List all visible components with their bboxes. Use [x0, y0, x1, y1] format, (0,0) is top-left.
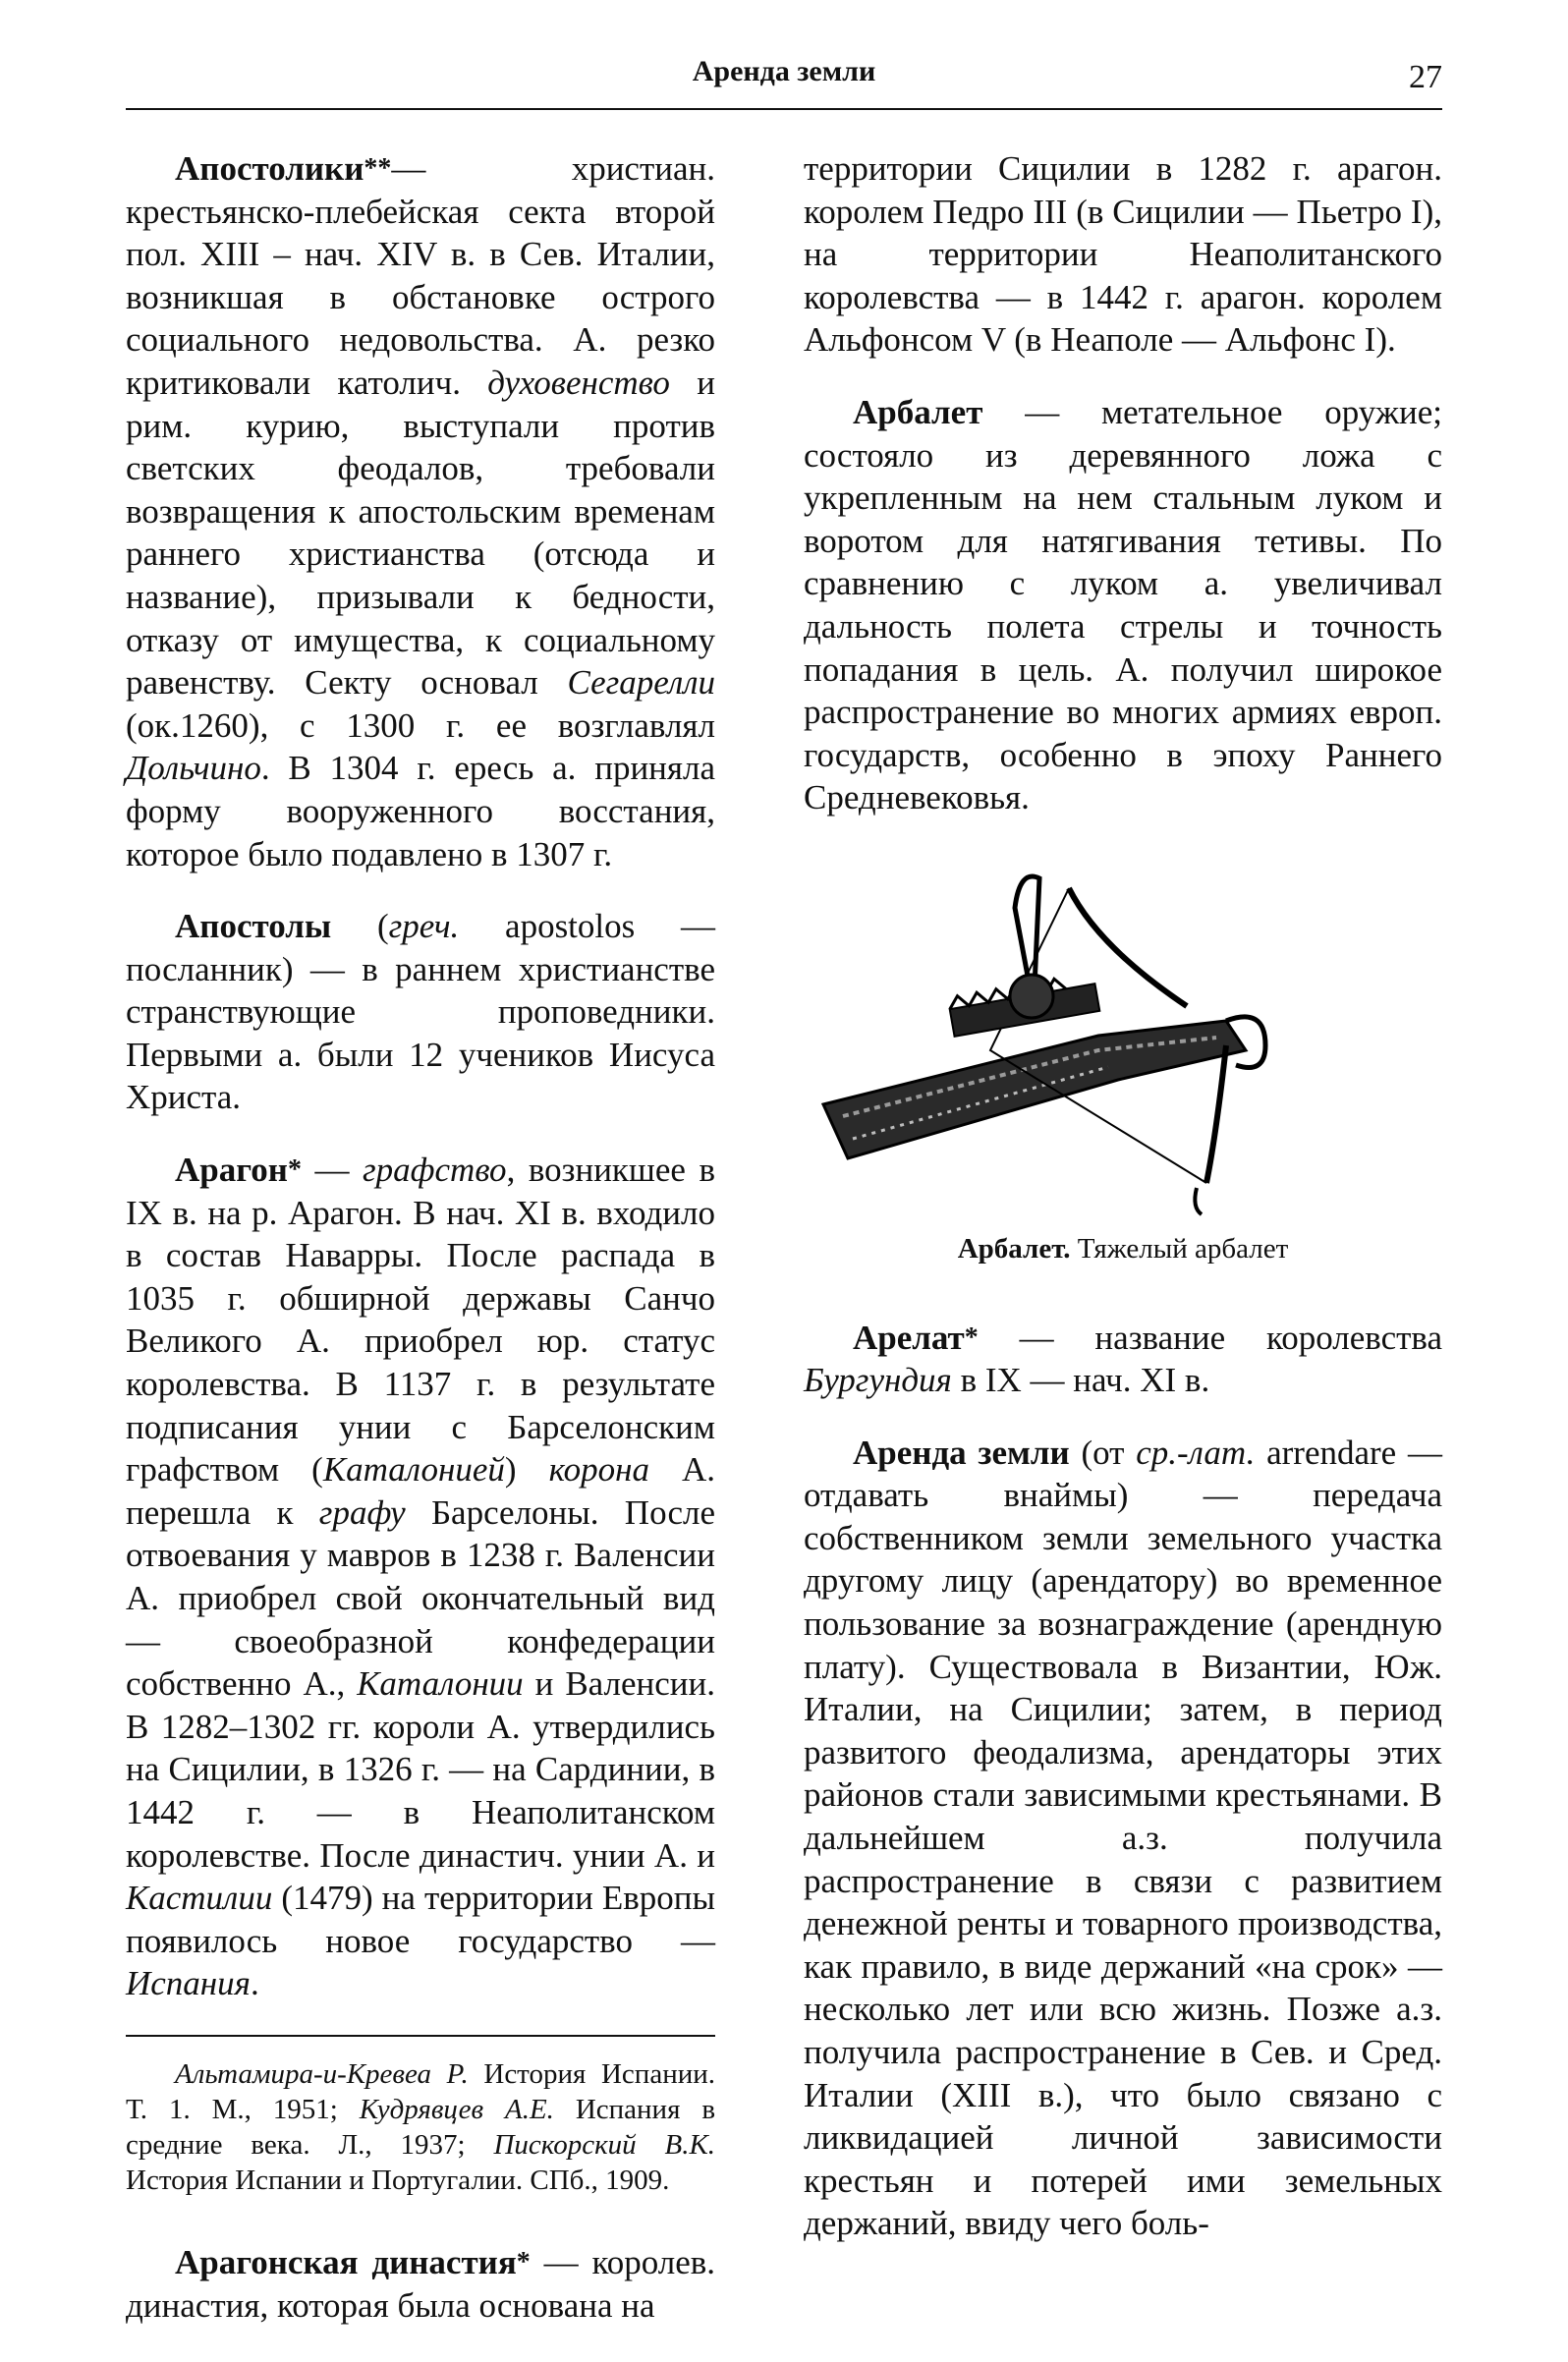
bibliography-aragon	[126, 2035, 715, 2198]
entry-text: —	[301, 1151, 364, 1190]
cross-ref-grafstvo: графство	[363, 1151, 507, 1190]
headword-aragon-dynasty: Арагонская династия	[175, 2242, 517, 2281]
bow-lower-limb	[1206, 1045, 1226, 1183]
headword-apostoly: Апостолы	[175, 907, 332, 946]
entry-text: apostolos — посланник) — в раннем христианстве странствующие проповедники. Первыми а. были 12 учеников Иисуса Христа.	[126, 907, 715, 1117]
headword-apostoliki: Апостолики	[175, 149, 364, 188]
biblio-text: История Испании и Португалии. СПб., 1909.	[126, 2164, 670, 2196]
cross-ref-graf: графу	[318, 1492, 406, 1532]
entry-mark: *	[964, 1322, 979, 1353]
cross-ref-burgundia: Бургундия	[804, 1361, 952, 1400]
headword-arelat: Арелат	[853, 1318, 965, 1357]
headword-arenda: Аренда земли	[853, 1433, 1070, 1472]
left-column	[126, 147, 715, 2356]
page-number: 27	[1409, 59, 1442, 95]
entry-text: (1479) на территории Европы появилось новое государство —	[126, 1879, 715, 1960]
entry-text: Барселоны. После отвоевания у мавров в 1238 г. Валенсии А. приобрел свой окончательный вид — своеобразной конфедерации собственно А.,	[126, 1492, 715, 1704]
cross-ref-katalonia: Каталонией	[322, 1450, 505, 1490]
entry-text: )	[504, 1450, 549, 1490]
figure-caption	[804, 1228, 1442, 1271]
entry-aragon	[126, 1149, 715, 2005]
language-label: греч.	[388, 907, 460, 946]
bow-tip	[1195, 1188, 1202, 1214]
headword-aragon: Арагон	[175, 1151, 288, 1190]
biblio-author: Пискорский В.К.	[493, 2128, 716, 2161]
caption-text: Тяжелый арбалет	[1070, 1232, 1289, 1265]
cross-ref-katalonii: Каталонии	[357, 1664, 524, 1704]
entry-text: и рим. курию, выступали против светских феодалов, требовали возвращения к апостольским временам раннего христианства (отсюда и название), призывали к бедности, отказу от имущества, к социальному равенству. Секту основал	[126, 363, 715, 703]
entry-arbalet	[804, 391, 1442, 819]
crossbow-illustration	[804, 849, 1442, 1222]
language-label: ср.-лат.	[1136, 1433, 1256, 1472]
entry-text: — название королевства	[978, 1318, 1442, 1357]
cross-ref-korona: корона	[548, 1450, 649, 1490]
entry-apostoliki	[126, 147, 715, 875]
entry-text: — метательное оружие; состояло из деревянного ложа с укрепленным на нем стальным луком и воротом для натягивания тетивы. По сравнению с луком а. увеличивал дальность полета стрелы и точность попадания в цель. А. получил широкое распространение во многих армиях европ. государств, особенно в эпоху Раннего Средневековья.	[804, 392, 1442, 817]
entry-text: . В 1304 г. ересь а. приняла форму вооруженного восстания, которое было подавлено в 1307 г.	[126, 749, 715, 873]
crank-handle	[1015, 876, 1039, 986]
cross-ref-dukhovenstvo: духовенство	[487, 363, 670, 402]
entry-text: — королев. династия, которая была основана на	[126, 2242, 716, 2325]
entry-text: и Валенсии. В 1282–1302 гг. короли А. утвердились на Сицилии, в 1326 г. — на Сардинии, в 1442 г. — в Неаполитанском королевстве. После династич. унии А. и	[126, 1664, 715, 1875]
page-header	[126, 49, 1442, 110]
entry-text: (от	[1069, 1433, 1137, 1472]
entry-aragon-dynasty	[126, 2241, 715, 2327]
entry-mark: *	[287, 1154, 302, 1186]
biblio-text: История Испании. Т. 1. М., 1951;	[126, 2057, 715, 2125]
entry-text: территории Сицилии в 1282 г. арагон. королем Педро III (в Сицилии — Пьетро I), на территории Неаполитанского королевства — в 1442 г. арагон. королем Альфонсом V (в Неаполе — Альфонс I).	[804, 149, 1442, 360]
cross-ref-segarelli: Сегарелли	[567, 663, 715, 703]
entry-aragon-dynasty-continued	[804, 147, 1442, 362]
entry-mark: *	[516, 2246, 531, 2278]
biblio-author: Кудрявцев А.Е.	[359, 2093, 554, 2125]
crossbow-drawing	[804, 849, 1442, 1222]
biblio-author: Альтамира-и-Кревеа Р.	[175, 2057, 469, 2090]
biblio-text: Испания в средние века. Л., 1937;	[126, 2093, 716, 2161]
cross-ref-kastilia: Кастилии	[126, 1879, 273, 1918]
running-title: Аренда земли	[692, 55, 876, 87]
entry-text: А. перешла к	[126, 1450, 716, 1532]
right-column	[804, 147, 1442, 2275]
entry-text: (	[331, 907, 389, 946]
caption-title: Арбалет.	[957, 1232, 1071, 1265]
entry-arelat	[804, 1317, 1442, 1402]
entry-text: .	[250, 1964, 259, 2003]
entry-text: , возникшее в IX в. на р. Арагон. В нач. XI в. входило в состав Наварры. После распада в 1035 г. обширной державы Санчо Великого А. приобрел юр. статус королевства. В 1137 г. в результате подписания унии с Барселонским графством (	[126, 1151, 716, 1490]
cross-ref-dolchino: Дольчино	[126, 749, 261, 788]
entry-arenda	[804, 1432, 1442, 2245]
entry-mark: **	[364, 153, 392, 184]
entry-text: — христиан. крестьянско-плебейская секта второй пол. XIII – нач. XIV в. в Сев. Италии, возникшая в обстановке острого социального недовольства. А. резко критиковали католич.	[126, 149, 715, 402]
cross-ref-ispania: Испания	[126, 1964, 251, 2003]
winch-wheel	[1010, 975, 1053, 1018]
entry-text: arrendare — отдавать внаймы) — передача собственником земли земельного участка другому лицу (арендатору) во временное пользование за вознаграждение (арендную плату). Существовала в Византии, Юж. Италии, на Сицилии; затем, в период развитого феодализма, арендаторы этих районов стали зависимыми крестьянами. В дальнейшем а.з. получила распространение в связи с развитием денежной ренты и товарного производства, как правило, в виде держаний «на срок» — несколько лет или всю жизнь. Позже а.з. получила распространение в Сев. и Сред. Италии (XIII в.), что было связано с ликвидацией личной зависимости крестьян и потерей ими земельных держаний, ввиду чего боль-	[804, 1433, 1442, 2243]
entry-apostoly	[126, 905, 715, 1119]
headword-arbalet: Арбалет	[853, 392, 983, 431]
entry-text: (ок.1260), с 1300 г. ее возглавлял	[126, 705, 715, 745]
entry-text: в IX — нач. XI в.	[951, 1361, 1210, 1400]
